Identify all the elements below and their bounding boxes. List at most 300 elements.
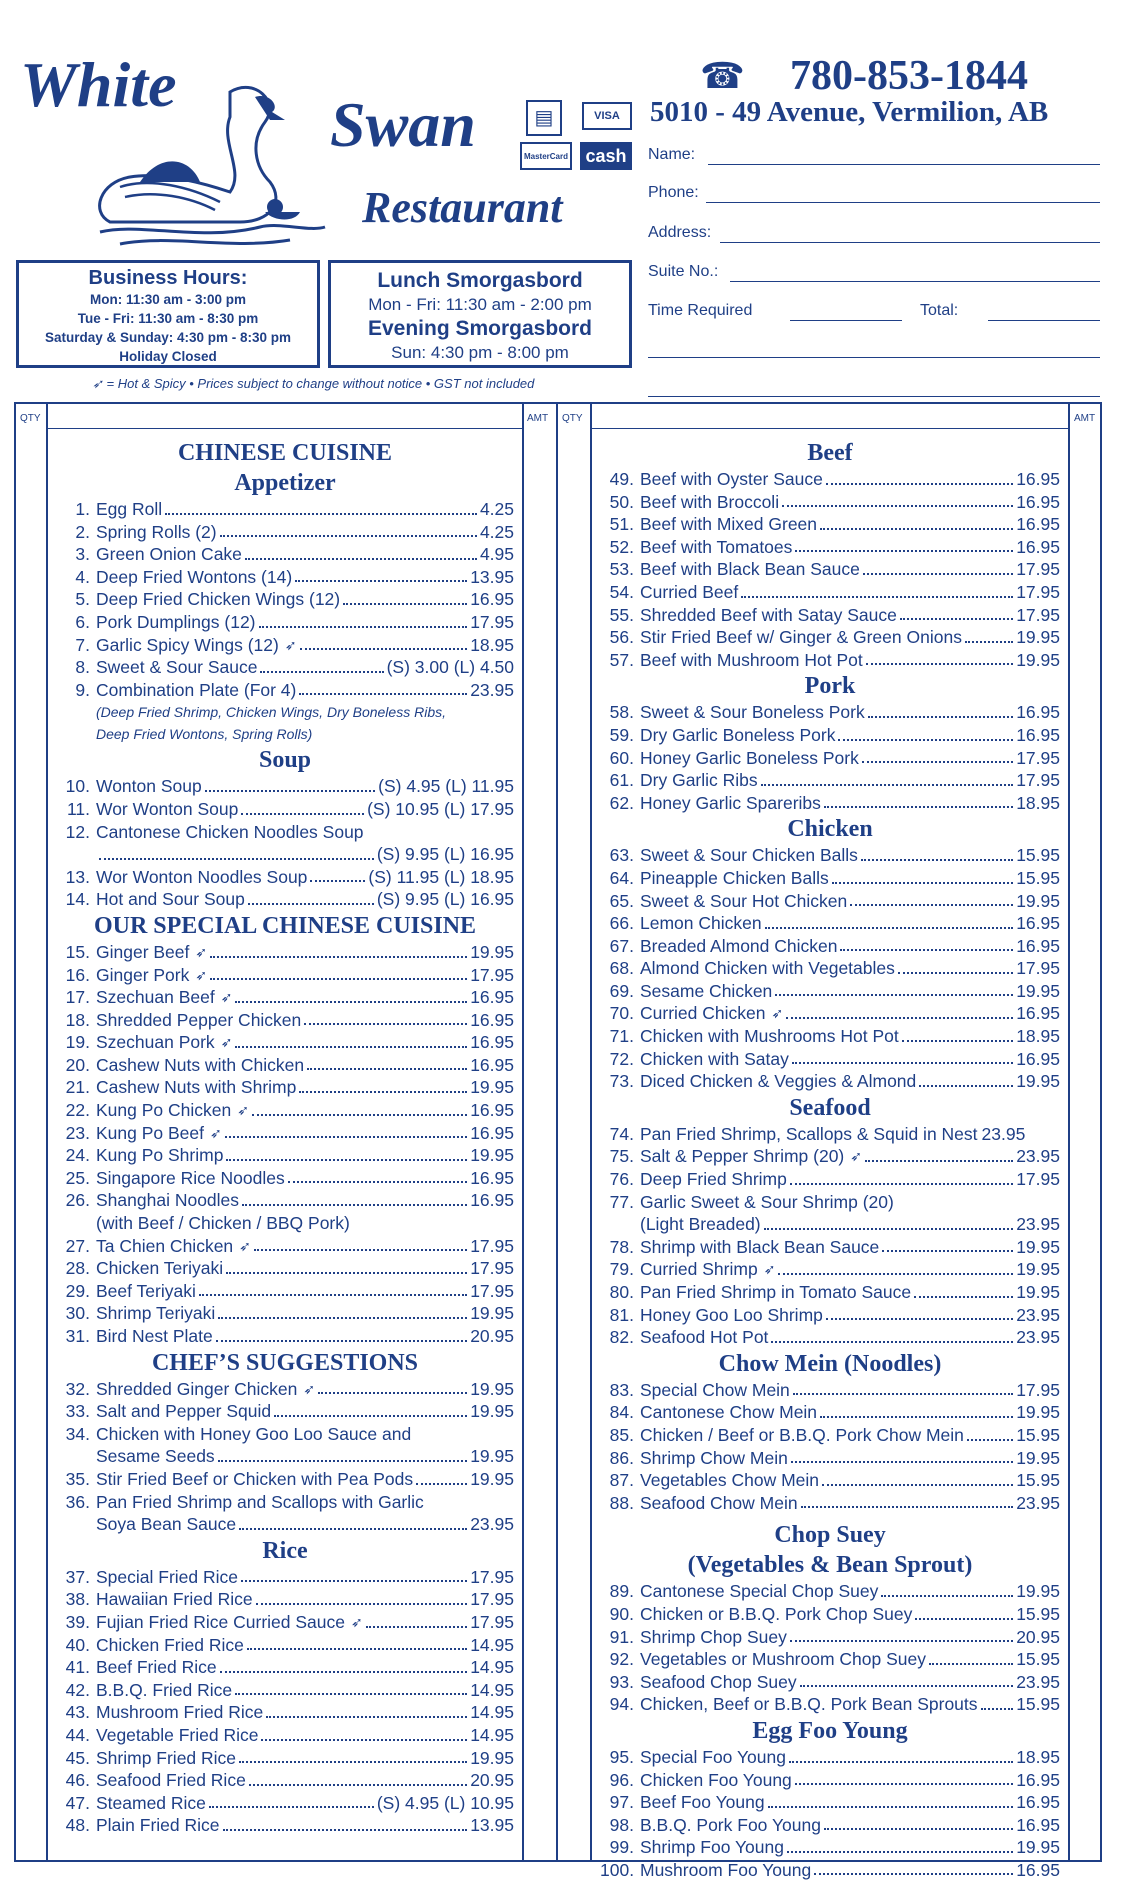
menu-item[interactable] [56, 1054, 514, 1077]
section-title: Chicken [787, 816, 873, 843]
item-number: 95. [609, 1746, 634, 1767]
item-price: 17.95 [1016, 1379, 1060, 1400]
phone-field[interactable] [706, 202, 1100, 203]
menu-item[interactable] [600, 1401, 1060, 1424]
dot-leader [254, 1235, 467, 1252]
dot-leader [260, 656, 383, 673]
section-title: CHEF’S SUGGESTIONS [151, 1349, 419, 1376]
menu-item[interactable] [600, 581, 1060, 604]
item-name: Deep Fried Chicken Wings (12) [96, 589, 341, 610]
item-price: 16.95 [470, 1100, 514, 1121]
menu-item[interactable] [600, 1671, 1060, 1694]
item-number: 22. [65, 1100, 90, 1121]
menu-item[interactable] [56, 1724, 514, 1747]
item-name: Beef with Mushroom Hot Pot [640, 649, 863, 670]
form-label-address: Address: [648, 224, 712, 241]
item-price: 16.95 [1016, 1814, 1060, 1835]
logo-restaurant: Restaurant [362, 183, 563, 232]
menu-item[interactable] [56, 1701, 514, 1724]
menu-item[interactable] [56, 964, 514, 987]
dot-leader [771, 1326, 1013, 1343]
item-number: 27. [65, 1235, 90, 1256]
item-name: Diced Chicken & Veggies & Almond [640, 1071, 917, 1092]
menu-item[interactable] [600, 1379, 1060, 1402]
item-number: 43. [65, 1702, 90, 1723]
dot-leader [266, 1701, 467, 1718]
menu-item[interactable] [600, 468, 1060, 491]
dot-leader [866, 649, 1013, 666]
item-name: Combination Plate (For 4) [96, 679, 297, 700]
item-note: (Deep Fried Shrimp, Chicken Wings, Dry Boneless Ribs, [96, 704, 446, 721]
dot-leader [761, 769, 1014, 786]
menu-item[interactable] [56, 498, 514, 521]
dot-leader [223, 1814, 468, 1831]
menu-item[interactable] [600, 701, 1060, 724]
dot-leader [249, 1769, 467, 1786]
item-number: 9. [75, 679, 90, 700]
menu-item[interactable] [56, 1400, 514, 1423]
form-label-name: Name: [648, 146, 696, 163]
menu-item[interactable] [56, 986, 514, 1009]
menu-item[interactable] [600, 1191, 1060, 1214]
menu-item[interactable] [56, 1769, 514, 1792]
visa-icon: VISA [582, 102, 632, 130]
menu-item[interactable] [600, 1469, 1060, 1492]
menu-item[interactable] [56, 1076, 514, 1099]
special-list [56, 941, 514, 1212]
item-price: 16.95 [470, 589, 514, 610]
item-name: Shrimp Teriyaki [96, 1303, 216, 1324]
item-name: Egg Roll [96, 499, 163, 519]
item-number: 63. [609, 845, 634, 866]
menu-item[interactable] [600, 1123, 1060, 1146]
item-name: Shrimp Chop Suey [640, 1626, 787, 1647]
hot-spicy-icon: ➶ [195, 966, 208, 983]
menu-item[interactable] [600, 724, 1060, 747]
menu-item[interactable] [56, 611, 514, 634]
menu-item[interactable] [600, 1492, 1060, 1515]
special-list [56, 1235, 514, 1348]
logo-white: White [20, 49, 177, 120]
item-name: Honey Garlic Spareribs [640, 792, 821, 813]
suite-field[interactable] [730, 281, 1100, 282]
menu-item[interactable] [600, 1281, 1060, 1304]
item-price: 17.95 [470, 1258, 514, 1279]
item-name: Sesame Chicken [640, 980, 773, 1001]
dot-leader [248, 888, 374, 905]
dot-leader [235, 1031, 467, 1048]
item-number: 72. [609, 1048, 634, 1069]
menu-item[interactable] [56, 866, 514, 889]
menu-item[interactable] [600, 1002, 1060, 1025]
item-number: 85. [609, 1424, 634, 1445]
menu-item[interactable] [56, 656, 514, 679]
item-number: 98. [609, 1814, 634, 1835]
item-name: Dry Garlic Boneless Pork [640, 724, 836, 745]
item-number: 73. [609, 1071, 634, 1092]
menu-item[interactable] [56, 1814, 514, 1837]
item-price: 4.25 [479, 499, 514, 519]
menu-item[interactable] [56, 543, 514, 566]
menu-item[interactable] [56, 1280, 514, 1303]
dot-leader [210, 964, 467, 981]
item-name: Seafood Hot Pot [640, 1327, 769, 1348]
item-name: Chicken with Honey Goo Loo Sauce and [96, 1423, 412, 1444]
item-number: 20. [65, 1054, 90, 1075]
item-number: 21. [65, 1077, 90, 1098]
menu-item[interactable] [600, 1048, 1060, 1071]
business-hours-title: Business Hours: [88, 267, 248, 289]
item-name: Ginger Beef [96, 941, 190, 962]
item-number: 2. [75, 521, 90, 542]
item-number: 81. [609, 1304, 634, 1325]
menu-item[interactable] [600, 1648, 1060, 1671]
item-number: 100. [600, 1859, 635, 1880]
item-number: 30. [65, 1303, 90, 1324]
menu-item[interactable] [600, 1859, 1060, 1881]
item-price: 19.95 [1016, 627, 1060, 648]
item-name: Beef Teriyaki [96, 1280, 196, 1301]
dot-leader [274, 1400, 467, 1417]
menu-item[interactable] [600, 1746, 1060, 1769]
menu-item[interactable] [600, 1693, 1060, 1716]
menu-item[interactable] [600, 1326, 1060, 1349]
section-title: Egg Foo Young [752, 1717, 908, 1744]
menu-item[interactable] [56, 941, 514, 964]
menu-item[interactable] [56, 1792, 514, 1815]
item-number: 10. [65, 776, 90, 797]
dot-leader [981, 1693, 1014, 1710]
item-price: 19.95 [1016, 1071, 1060, 1092]
form-label-time: Time Required [648, 302, 753, 319]
item-number: 67. [609, 935, 634, 956]
menu-item[interactable] [600, 747, 1060, 770]
item-number: 45. [65, 1747, 90, 1768]
hours-line: Saturday & Sunday: 4:30 pm - 8:30 pm [44, 330, 292, 345]
dot-leader [820, 513, 1013, 530]
hours-line: Holiday Closed [119, 349, 217, 364]
item-name: Beef with Mixed Green [640, 514, 818, 535]
menu-item[interactable] [56, 1588, 514, 1611]
item-price: 23.95 [981, 1123, 1026, 1144]
menu-item[interactable] [600, 1304, 1060, 1327]
restaurant-address: 5010 - 49 Avenue, Vermilion, AB [650, 96, 1049, 128]
menu-item[interactable] [56, 1634, 514, 1657]
menu-item[interactable] [600, 1424, 1060, 1447]
menu-item[interactable] [56, 1491, 514, 1514]
menu-item[interactable] [56, 1302, 514, 1325]
menu-item[interactable] [56, 1144, 514, 1167]
item-number: 84. [609, 1402, 634, 1423]
item-name: Salt & Pepper Shrimp (20) [640, 1146, 845, 1167]
menu-item[interactable] [600, 1236, 1060, 1259]
item-number: 13. [65, 866, 90, 887]
section-title: Chop Suey [774, 1522, 886, 1549]
item-number: 7. [75, 634, 90, 655]
menu-item[interactable] [56, 1235, 514, 1258]
menu-item[interactable] [600, 792, 1060, 815]
menu-item[interactable] [600, 1580, 1060, 1603]
item-name: Chicken Foo Young [640, 1769, 792, 1790]
dot-leader [205, 775, 375, 792]
item-name: Cantonese Chow Mein [640, 1402, 818, 1423]
item-name: Curried Shrimp [640, 1259, 758, 1280]
menu-item[interactable] [56, 1122, 514, 1145]
item-name: Sweet & Sour Boneless Pork [640, 702, 865, 723]
item-number: 75. [609, 1146, 634, 1167]
item-name: Kung Po Shrimp [96, 1145, 224, 1166]
item-number: 56. [609, 627, 634, 648]
menu-item[interactable] [600, 1025, 1060, 1048]
menu-item[interactable] [600, 626, 1060, 649]
item-number: 64. [609, 867, 634, 888]
item-name: Vegetables or Mushroom Chop Suey [640, 1649, 926, 1670]
item-price: 23.95 [1016, 1671, 1060, 1692]
menu-item[interactable] [56, 1009, 514, 1032]
menu-item[interactable] [600, 604, 1060, 627]
menu-item[interactable] [600, 867, 1060, 890]
item-name: Mushroom Foo Young [640, 1859, 812, 1880]
item-number: 71. [609, 1026, 634, 1047]
hot-spicy-icon: ➶ [850, 1148, 862, 1165]
item-number: 18. [65, 1009, 90, 1030]
menu-item[interactable] [600, 536, 1060, 559]
item-price: 19.95 [470, 1077, 514, 1098]
menu-item[interactable] [600, 1603, 1060, 1626]
item-name: Green Onion Cake [96, 544, 242, 565]
menu-item[interactable] [56, 679, 514, 702]
item-price: 16.95 [470, 987, 514, 1008]
menu-item[interactable] [600, 1168, 1060, 1191]
item-price: 16.95 [1016, 1859, 1060, 1880]
dot-leader [209, 1792, 374, 1809]
menu-item[interactable] [56, 1423, 514, 1446]
menu-item[interactable] [56, 1566, 514, 1589]
item-name: Curried Chicken [640, 1003, 766, 1024]
item-name: (Light Breaded) [640, 1214, 761, 1235]
item-price: 16.95 [1016, 469, 1060, 489]
item-number: 1. [75, 499, 90, 519]
dot-leader [165, 498, 477, 515]
dot-leader [235, 1679, 467, 1696]
item-price: 20.95 [1016, 1626, 1060, 1647]
menu-item[interactable] [600, 1791, 1060, 1814]
dot-leader [256, 1588, 468, 1605]
item-number: 6. [75, 611, 90, 632]
lunch-time: Mon - Fri: 11:30 am - 2:00 pm [368, 295, 592, 314]
menu-item[interactable] [600, 980, 1060, 1003]
item-name: Szechuan Pork [96, 1032, 215, 1053]
dot-leader [824, 1814, 1013, 1831]
menu-item[interactable] [56, 1325, 514, 1348]
menu-item[interactable] [600, 890, 1060, 913]
dot-leader [416, 1468, 467, 1485]
dot-leader [791, 1447, 1013, 1464]
divider [556, 402, 558, 1862]
menu-item[interactable] [600, 1626, 1060, 1649]
menu-item[interactable] [600, 649, 1060, 672]
item-name: Chicken Teriyaki [96, 1258, 224, 1279]
item-price: 19.95 [1016, 1236, 1060, 1257]
item-name: Chicken / Beef or B.B.Q. Pork Chow Mein [640, 1424, 964, 1445]
item-name: Shrimp Fried Rice [96, 1747, 237, 1768]
hot-spicy-icon: ➶ [239, 1237, 251, 1254]
item-name: Seafood Chop Suey [640, 1671, 797, 1692]
item-name: Kung Po Beef [96, 1122, 204, 1143]
form-label-total: Total: [920, 302, 959, 319]
menu-item[interactable] [56, 1611, 514, 1634]
dot-leader [790, 1626, 1013, 1643]
item-name: Beef with Black Bean Sauce [640, 559, 860, 580]
item-price: 16.95 [1016, 1003, 1060, 1024]
item-price: 19.95 [1016, 1581, 1060, 1602]
item-name: Chicken or B.B.Q. Pork Chop Suey [640, 1603, 913, 1624]
evening-time: Sun: 4:30 pm - 8:00 pm [391, 343, 569, 362]
dot-leader [366, 1611, 467, 1628]
menu-item[interactable] [600, 1258, 1060, 1281]
item-price: 15.95 [1016, 1424, 1060, 1445]
menu-item[interactable] [56, 1468, 514, 1491]
item-price: 4.25 [479, 521, 514, 542]
appetizer-list [56, 498, 514, 701]
menu-item[interactable] [56, 1189, 514, 1212]
menu-item[interactable] [56, 521, 514, 544]
address-field[interactable] [720, 242, 1100, 243]
item-number: 37. [65, 1566, 90, 1587]
menu-item[interactable] [600, 769, 1060, 792]
dot-leader [210, 941, 467, 958]
hot-spicy-icon: ➶ [303, 1380, 316, 1397]
menu-item[interactable] [56, 888, 514, 911]
dot-leader [850, 890, 1013, 907]
item-price: 16.95 [470, 1167, 514, 1188]
menu-item[interactable] [56, 1167, 514, 1190]
item-price: 19.95 [470, 1446, 514, 1467]
item-name: Bird Nest Plate [96, 1326, 213, 1346]
qty-label: QTY [20, 413, 41, 424]
hot-spicy-icon: ➶ [220, 1034, 233, 1051]
dot-leader [793, 1379, 1013, 1396]
menu-item[interactable] [600, 491, 1060, 514]
item-number: 90. [609, 1603, 634, 1624]
menu-item[interactable] [600, 1836, 1060, 1859]
item-price: 18.95 [470, 634, 514, 655]
item-number: 62. [609, 792, 634, 813]
dot-leader [778, 1258, 1013, 1275]
item-price: 19.95 [1016, 890, 1060, 911]
item-name: Fujian Fried Rice Curried Sauce [96, 1611, 345, 1632]
item-number: 16. [65, 964, 90, 985]
menu-item[interactable] [600, 935, 1060, 958]
total-field[interactable] [988, 320, 1100, 321]
item-name: Vegetables Chow Mein [640, 1470, 819, 1491]
menu-item[interactable] [56, 1031, 514, 1054]
menu-item[interactable] [600, 1447, 1060, 1470]
dot-leader [824, 792, 1013, 809]
menu-note-text: = Hot & Spicy • Prices subject to change without notice • GST not included [106, 376, 535, 391]
extra-line-1[interactable] [648, 357, 1100, 358]
item-name: Shredded Ginger Chicken [96, 1378, 298, 1399]
menu-item[interactable] [600, 1814, 1060, 1837]
menu-item[interactable] [56, 1378, 514, 1401]
dot-leader [239, 1747, 467, 1764]
dot-leader [792, 1048, 1013, 1065]
item-price: 20.95 [470, 1770, 514, 1791]
menu-item[interactable] [600, 844, 1060, 867]
item-note: (with Beef / Chicken / BBQ Pork) [96, 1213, 350, 1234]
lunch-title: Lunch Smorgasbord [377, 269, 583, 292]
section-title: Seafood [789, 1094, 871, 1121]
seafood-list [600, 1123, 1060, 1191]
item-number: 65. [609, 890, 634, 911]
item-name: Garlic Spicy Wings (12) [96, 634, 279, 655]
menu-item[interactable] [56, 1099, 514, 1122]
item-price: 16.95 [470, 1009, 514, 1030]
menu-item[interactable] [600, 1070, 1060, 1093]
item-number: 61. [609, 770, 634, 791]
item-number: 86. [609, 1447, 634, 1468]
item-number: 53. [609, 559, 634, 580]
item-number: 41. [65, 1657, 90, 1678]
item-name: Deep Fried Wontons (14) [96, 566, 293, 587]
item-name: Shrimp with Black Bean Sauce [640, 1236, 880, 1257]
item-name: Shredded Beef with Satay Sauce [640, 604, 897, 625]
menu-item[interactable] [56, 1747, 514, 1770]
menu-item[interactable] [56, 1679, 514, 1702]
item-price: 16.95 [1016, 1769, 1060, 1790]
item-price: 23.95 [470, 1514, 514, 1535]
time-field[interactable] [790, 320, 902, 321]
extra-line-2[interactable] [648, 396, 1100, 397]
soup-list [56, 866, 514, 911]
item-name: Chicken with Satay [640, 1048, 789, 1069]
menu-item[interactable] [56, 588, 514, 611]
item-name: Pork Dumplings (12) [96, 611, 256, 632]
menu-item[interactable] [600, 513, 1060, 536]
dot-leader [795, 536, 1013, 553]
menu-item[interactable] [600, 1145, 1060, 1168]
menu-item[interactable] [600, 1769, 1060, 1792]
item-name: Beef Fried Rice [96, 1657, 217, 1678]
item-name: Honey Goo Loo Shrimp [640, 1304, 823, 1325]
dot-leader [814, 1859, 1013, 1876]
name-field[interactable] [708, 164, 1100, 165]
menu-item[interactable] [56, 798, 514, 821]
divider [46, 428, 522, 429]
menu-item[interactable] [600, 957, 1060, 980]
menu-item[interactable] [600, 558, 1060, 581]
hot-spicy-icon: ➶ [92, 376, 103, 391]
menu-item[interactable] [56, 1257, 514, 1280]
dot-leader [199, 1280, 467, 1297]
item-number: 34. [65, 1423, 90, 1444]
item-price: (S) 10.95 (L) 17.95 [367, 798, 514, 819]
menu-item[interactable] [56, 821, 514, 844]
menu-item[interactable] [56, 775, 514, 798]
menu-item[interactable] [56, 1656, 514, 1679]
seafood-list [600, 1236, 1060, 1349]
item-price: 18.95 [1016, 1026, 1060, 1047]
item-name: Sweet & Sour Chicken Balls [640, 845, 858, 866]
item-name: Lemon Chicken [640, 913, 762, 934]
menu-item[interactable] [600, 912, 1060, 935]
item-price: 16.95 [470, 1032, 514, 1053]
item-number: 69. [609, 980, 634, 1001]
item-price: 17.95 [470, 1589, 514, 1610]
menu-item[interactable] [56, 566, 514, 589]
menu-item[interactable] [56, 634, 514, 657]
item-name: Honey Garlic Boneless Pork [640, 747, 859, 768]
